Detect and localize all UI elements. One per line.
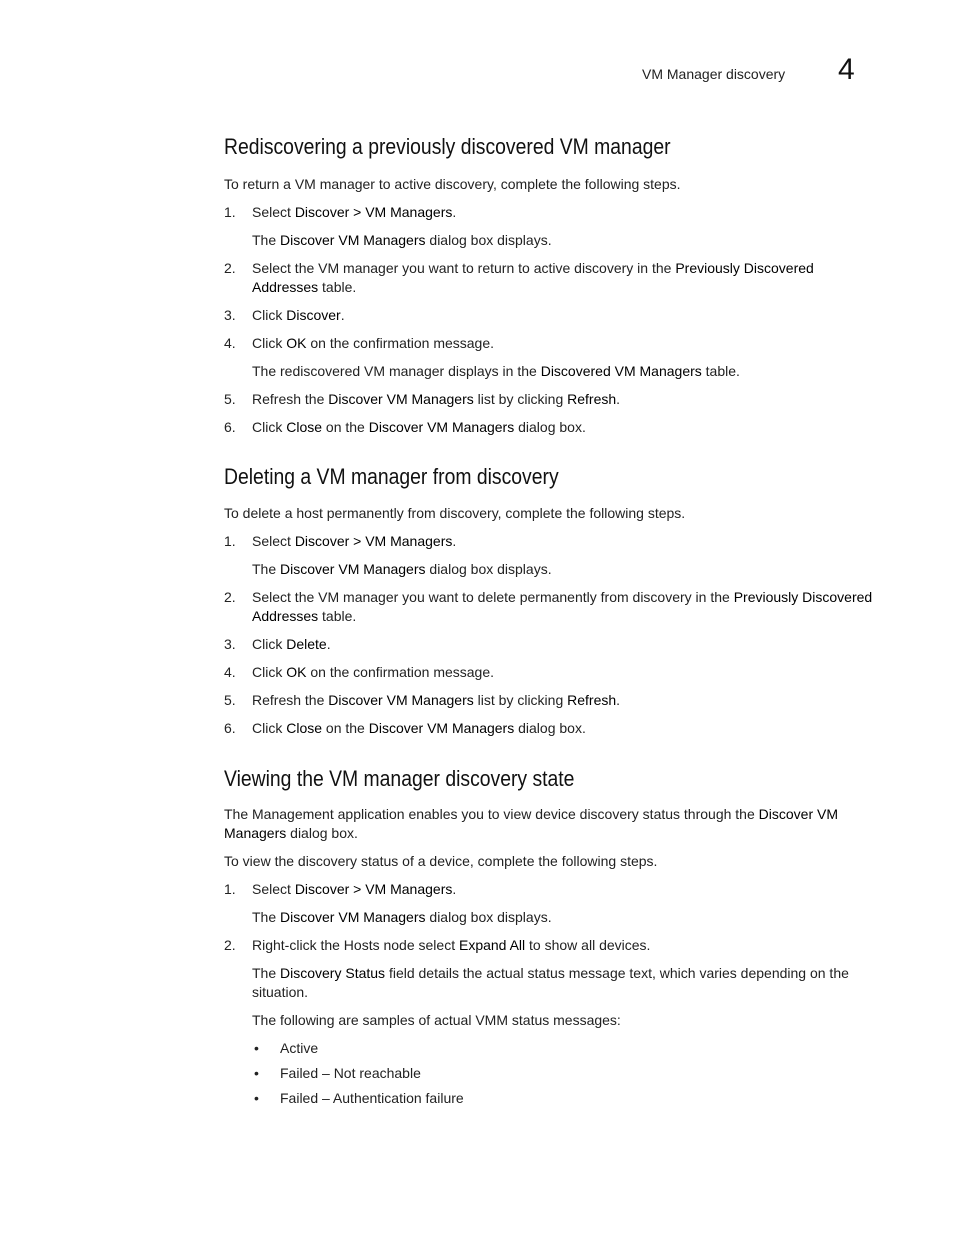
text-run: . [452,533,457,549]
ui-term: Discover VM Managers [224,806,839,841]
text-run: Click [252,720,287,736]
step-note [224,231,874,250]
step-number: 6. [224,720,236,736]
text-run: The [252,965,281,981]
text-run: Select the VM manager you want to delete permanently from discovery in the [252,589,734,605]
procedure-step [224,334,874,353]
text-run: Select [252,204,295,220]
text-run: dialog box displays. [425,909,552,925]
text-run: . [452,204,457,220]
text-run: . [452,881,457,897]
ui-term: Refresh [567,692,617,708]
ui-term: OK [286,664,307,680]
section-intro: To view the discovery status of a device, complete the following steps. [224,853,658,869]
ui-term: Refresh [567,391,617,407]
text-run: Click [252,636,287,652]
step-note [224,1011,874,1030]
procedure-step [224,635,874,654]
section-intro: To delete a host permanently from discovery, complete the following steps. [224,505,686,521]
text-run: on the [322,419,369,435]
section-heading: Deleting a VM manager from discovery [224,464,559,489]
procedure-step [224,880,874,899]
procedure-step [224,532,874,551]
text-run: on the confirmation message. [306,664,495,680]
ui-term: Previously Discovered Addresses [252,260,814,295]
text-run: list by clicking [473,692,568,708]
text-run: Select the VM manager you want to return to active discovery in the [252,260,676,276]
step-number: 6. [224,419,236,435]
section-intro-paragraph [224,805,874,843]
ui-term: Discover > VM Managers [294,881,453,897]
step-number: 4. [224,335,236,351]
text-run: The [252,561,281,577]
bullet-icon: • [254,1065,259,1081]
step-number: 2. [224,589,236,605]
procedure-step [224,418,874,437]
step-note [224,362,874,381]
ui-term: Discover VM Managers [280,909,426,925]
procedure-step [224,306,874,325]
text-run: Right-click the Hosts node select [252,937,459,953]
ui-term: Discovery Status [280,965,386,981]
text-run: list by clicking [473,391,568,407]
text-run: on the confirmation message. [306,335,495,351]
procedure-step [224,203,874,222]
text-run: Select [252,881,295,897]
procedure-step [224,259,874,297]
list-item-text: Active [280,1040,319,1056]
ui-term: Discover VM Managers [368,720,515,736]
text-run: dialog box displays. [425,561,552,577]
procedure-step [224,588,874,626]
step-note [224,908,874,927]
ui-term: Previously Discovered Addresses [252,589,873,624]
status-message-list [224,1039,464,1114]
text-run: field details the actual status message text, which varies depending on the situation. [252,965,849,1000]
text-run: Click [252,307,287,323]
section-heading: Viewing the VM manager discovery state [224,766,575,791]
procedure-step [224,390,874,409]
text-run: Refresh the [252,692,329,708]
step-note [224,560,874,579]
text-run: Click [252,664,287,680]
text-run: The following are samples of actual VMM status messages: [252,1012,621,1028]
list-item [252,1089,464,1108]
ui-term: Expand All [458,937,526,953]
text-run: table. [701,363,740,379]
text-run: The rediscovered VM manager displays in the [252,363,541,379]
ui-term: Discover VM Managers [280,232,426,248]
step-number: 4. [224,664,236,680]
text-run: Refresh the [252,391,329,407]
text-run: table. [318,279,357,295]
text-run: dialog box. [514,419,586,435]
text-run: Select [252,533,295,549]
ui-term: Discover VM Managers [328,391,474,407]
step-number: 2. [224,260,236,276]
ui-term: Discover VM Managers [280,561,426,577]
text-run: Click [252,335,287,351]
text-run: Click [252,419,287,435]
step-note [224,964,874,1002]
text-run: The [252,909,281,925]
text-run: The [252,232,281,248]
text-run: dialog box. [514,720,586,736]
step-number: 3. [224,636,236,652]
step-number: 5. [224,692,236,708]
step-number: 2. [224,937,236,953]
procedure-step [224,663,874,682]
procedure-step [224,719,874,738]
text-run: The Management application enables you to view device discovery status through the [224,806,759,822]
ui-term: Discover > VM Managers [294,204,453,220]
ui-term: Close [286,419,323,435]
list-item-text: Failed – Authentication failure [280,1090,464,1106]
ui-term: OK [286,335,307,351]
step-number: 1. [224,881,236,897]
chapter-number: 4 [838,53,855,86]
text-run: to show all devices. [525,937,651,953]
ui-term: Delete [286,636,327,652]
text-run: on the [322,720,369,736]
text-run: . [616,692,621,708]
bullet-icon: • [254,1090,259,1106]
bullet-icon: • [254,1040,259,1056]
list-item-text: Failed – Not reachable [280,1065,421,1081]
text-run: table. [318,608,357,624]
ui-term: Discover VM Managers [328,692,474,708]
section-intro: To return a VM manager to active discovery, complete the following steps. [224,176,681,192]
running-header-title: VM Manager discovery [642,66,786,82]
list-item [252,1064,464,1083]
ui-term: Discover VM Managers [368,419,515,435]
ui-term: Discover [286,307,341,323]
text-run: . [340,307,345,323]
text-run: . [616,391,621,407]
step-number: 1. [224,533,236,549]
list-item [252,1039,464,1058]
step-number: 5. [224,391,236,407]
text-run: . [326,636,331,652]
text-run: dialog box. [286,825,358,841]
ui-term: Discovered VM Managers [540,363,702,379]
step-number: 3. [224,307,236,323]
step-number: 1. [224,204,236,220]
ui-term: Close [286,720,323,736]
text-run: dialog box displays. [425,232,552,248]
section-heading: Rediscovering a previously discovered VM manager [224,134,671,159]
procedure-step [224,936,874,955]
procedure-step [224,691,874,710]
ui-term: Discover > VM Managers [294,533,453,549]
